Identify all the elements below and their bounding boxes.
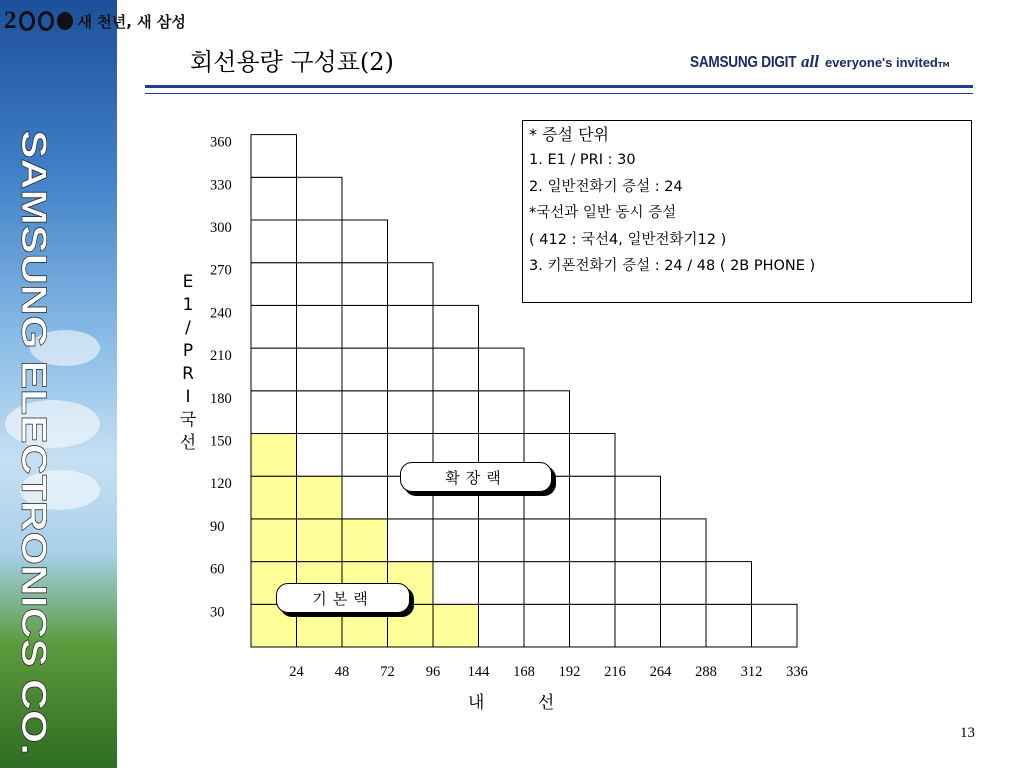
- expansion-rack-cell: [251, 135, 297, 178]
- logo-tagline: everyone's invited: [824, 55, 938, 70]
- expansion-rack-cell: [388, 305, 434, 348]
- notes-title: * 증설 단위: [529, 125, 609, 144]
- expansion-rack-cell: [479, 604, 525, 647]
- notes-line: 2. 일반전화기 증설 : 24: [529, 178, 683, 195]
- expansion-rack-cell: [479, 348, 525, 391]
- expansion-rack-cell: [661, 562, 707, 605]
- expansion-rack-cell: [433, 348, 479, 391]
- expansion-rack-cell: [433, 305, 479, 348]
- basic-rack-cell: [297, 476, 343, 519]
- expansion-rack-cell: [479, 519, 525, 562]
- notes-line: 1. E1 / PRI : 30: [529, 152, 636, 168]
- expansion-rack-cell: [297, 348, 343, 391]
- y-tick-label: 60: [210, 561, 225, 578]
- expansion-rack-cell: [479, 391, 525, 434]
- x-tick-label: 312: [740, 664, 763, 680]
- y-tick-label: 240: [210, 305, 232, 322]
- x-tick-label: 336: [786, 664, 808, 680]
- basic-rack-cell: [251, 519, 297, 562]
- y-tick-label: 210: [210, 348, 232, 365]
- expansion-rack-label: 확장랙: [400, 462, 552, 492]
- slogan-year-digit: 2: [4, 7, 16, 34]
- expansion-rack-cell: [570, 434, 616, 477]
- page-title: 회선용량 구성표(2): [190, 48, 394, 76]
- expansion-rack-cell: [297, 177, 343, 220]
- x-tick-label: 288: [695, 664, 717, 680]
- expansion-rack-cell: [388, 348, 434, 391]
- expansion-rack-cell: [706, 604, 752, 647]
- notes-line: ( 412 : 국선4, 일반전화기12 ): [529, 231, 727, 248]
- page-number: 13: [960, 725, 975, 741]
- expansion-rack-cell: [661, 604, 707, 647]
- y-axis-title: [176, 271, 200, 455]
- x-tick-label: 144: [467, 664, 490, 680]
- expansion-rack-cell: [433, 519, 479, 562]
- expansion-rack-cell: [297, 305, 343, 348]
- expansion-rack-cell: [251, 220, 297, 263]
- y-tick-label: 330: [210, 177, 232, 194]
- expansion-rack-cell: [752, 604, 798, 647]
- y-tick-label: 120: [210, 476, 232, 493]
- y-axis-title-char: 선: [179, 433, 197, 453]
- x-tick-label: 192: [558, 664, 581, 680]
- expansion-rack-cell: [297, 263, 343, 306]
- y-axis-title-char: I: [185, 387, 191, 407]
- expansion-unit-notes: [522, 120, 972, 303]
- y-tick-label: 90: [210, 518, 225, 535]
- basic-rack-label: 기본랙: [276, 583, 410, 613]
- expansion-rack-cell: [433, 391, 479, 434]
- logo-all: all: [801, 52, 819, 71]
- logo-brand: SAMSUNG DIGIT: [690, 54, 797, 71]
- expansion-rack-cell: [342, 434, 388, 477]
- y-axis-title-char: P: [182, 341, 194, 361]
- expansion-rack-cell: [342, 263, 388, 306]
- expansion-rack-cell: [615, 562, 661, 605]
- expansion-rack-cell: [251, 391, 297, 434]
- expansion-rack-cell: [615, 604, 661, 647]
- x-tick-label: 168: [513, 664, 535, 680]
- expansion-rack-cell: [342, 391, 388, 434]
- expansion-rack-cell: [297, 391, 343, 434]
- expansion-rack-cell: [388, 519, 434, 562]
- x-tick-label: 264: [649, 664, 672, 680]
- y-axis-title-char: 1: [182, 295, 194, 315]
- expansion-rack-cell: [342, 348, 388, 391]
- expansion-rack-cell: [524, 562, 570, 605]
- expansion-rack-cell: [251, 177, 297, 220]
- basic-rack-cell: [251, 476, 297, 519]
- basic-rack-cell: [297, 519, 343, 562]
- expansion-rack-cell: [297, 434, 343, 477]
- x-tick-label: 48: [334, 664, 350, 680]
- expansion-rack-cell: [661, 519, 707, 562]
- x-tick-label: 72: [380, 664, 395, 680]
- basic-rack-cell: [342, 519, 388, 562]
- basic-rack-cell: [251, 434, 297, 477]
- y-tick-label: 180: [210, 390, 232, 407]
- x-tick-label: 24: [289, 664, 304, 680]
- x-tick-label: 216: [604, 664, 626, 680]
- expansion-rack-cell: [342, 476, 388, 519]
- y-tick-label: 30: [210, 604, 225, 621]
- expansion-rack-cell: [251, 348, 297, 391]
- expansion-rack-cell: [524, 391, 570, 434]
- expansion-rack-cell: [615, 476, 661, 519]
- expansion-rack-cell: [570, 476, 616, 519]
- y-tick-label: 360: [210, 134, 232, 151]
- y-axis-title-char: R: [182, 364, 194, 384]
- expansion-rack-cell: [251, 263, 297, 306]
- y-tick-label: 300: [210, 220, 232, 236]
- slogan-text: 새 천년, 새 삼성: [77, 12, 186, 31]
- expansion-rack-cell: [570, 604, 616, 647]
- x-tick-label: 96: [425, 664, 441, 680]
- notes-line: 3. 키폰전화기 증설 : 24 / 48 ( 2B PHONE ): [529, 258, 816, 274]
- svg-text:SAMSUNG ELECTRONICS CO.: SAMSUNG ELECTRONICS CO.: [14, 130, 53, 642]
- y-axis-title-char: 국: [179, 410, 197, 430]
- basic-rack-cell: [433, 604, 479, 647]
- y-axis-title-char: /: [185, 318, 191, 338]
- expansion-rack-cell: [524, 519, 570, 562]
- expansion-rack-cell: [388, 263, 434, 306]
- y-tick-label: 150: [210, 433, 232, 450]
- expansion-rack-cell: [297, 220, 343, 263]
- expansion-rack-cell: [433, 562, 479, 605]
- expansion-rack-cell: [570, 519, 616, 562]
- x-axis-title: 내 선: [468, 693, 555, 713]
- expansion-rack-cell: [342, 220, 388, 263]
- y-tick-label: 270: [210, 262, 232, 279]
- expansion-rack-cell: [342, 305, 388, 348]
- expansion-rack-cell: [524, 604, 570, 647]
- y-axis-title-char: E: [182, 272, 194, 292]
- expansion-rack-cell: [570, 562, 616, 605]
- logo-trademark: TM: [937, 61, 950, 69]
- expansion-rack-cell: [251, 305, 297, 348]
- expansion-rack-cell: [479, 562, 525, 605]
- notes-line: *국선과 일반 동시 증설: [529, 205, 677, 221]
- expansion-rack-cell: [706, 562, 752, 605]
- expansion-rack-cell: [388, 391, 434, 434]
- expansion-rack-cell: [615, 519, 661, 562]
